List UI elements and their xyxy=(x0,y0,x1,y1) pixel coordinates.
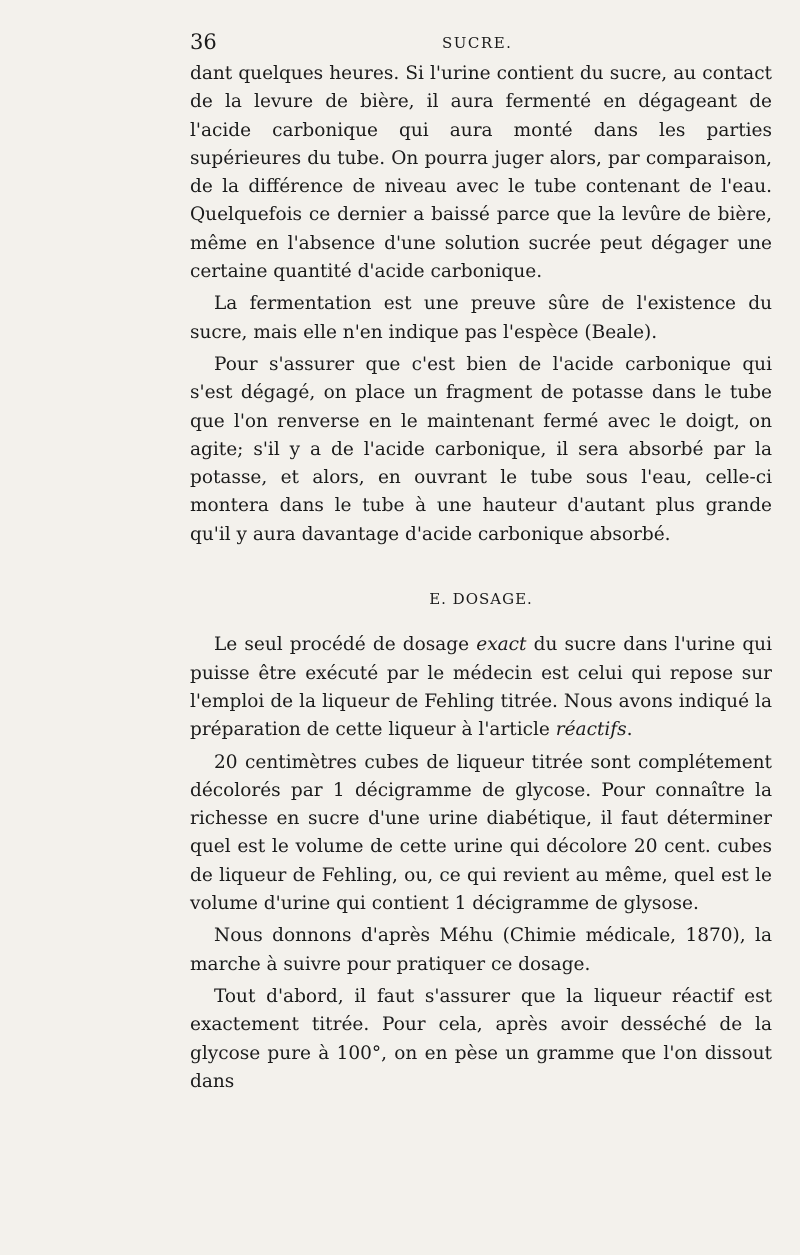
emphasis: exact xyxy=(476,634,527,656)
running-head: SUCRE. xyxy=(442,34,513,52)
paragraph: 20 centimètres cubes de liqueur titrée sont complétement décolorés par 1 décigramme de glycose. Pour connaître la richesse en sucre d'une urine diabétique, il faut déterminer quel est le volume de cette urine qui décolore 20 cent. cubes de liqueur de Fehling, ou, ce qui revient au même, quel est le volume d'urine qui contient 1 décigramme de glysose. xyxy=(190,751,772,915)
text-run: . xyxy=(626,719,633,741)
paragraph: Pour s'assurer que c'est bien de l'acide carbonique qui s'est dégagé, on place un fragment de potasse dans le tube que l'on renverse en le maintenant fermé avec le doigt, on agite; s'il y a de l'acide carbonique, il sera absorbé par la potasse, et alors, en ouvrant le tube sous l'eau, celle-ci montera dans le tube à une hauteur d'autant plus grande qu'il y aura davantage d'acide carbonique absorbé. xyxy=(190,353,772,545)
paragraph: La fermentation est une preuve sûre de l'existence du sucre, mais elle n'en indique pas l'espèce (Beale). xyxy=(190,293,772,343)
paragraph xyxy=(190,631,772,744)
page-header xyxy=(190,26,772,56)
paragraph: Nous donnons d'après Méhu (Chimie médicale, 1870), la marche à suivre pour pratiquer ce dosage. xyxy=(190,925,772,975)
body-text xyxy=(190,60,772,1100)
emphasis: réactifs xyxy=(555,719,627,741)
text-run: Le seul procédé de dosage xyxy=(214,634,477,656)
text-run: du sucre dans l'urine qui puisse être exécuté par le médecin est celui qui repose sur l'emploi de la liqueur de Fehling titrée. Nous avons indiqué la préparation de cette liqueur à l'article xyxy=(190,634,773,741)
paragraph: dant quelques heures. Si l'urine contient du sucre, au contact de la levure de bière, il aura fermenté en dégageant de l'acide carbonique qui aura monté dans les parties supérieures du tube. On pourra juger alors, par comparaison, de la différence de niveau avec le tube contenant de l'eau. Quelquefois ce dernier a baissé parce que la levûre de bière, même en l'absence d'une solution sucrée peut dégager une certaine quantité d'acide carbonique. xyxy=(190,63,772,283)
paragraph: Tout d'abord, il faut s'assurer que la liqueur réactif est exactement titrée. Pour cela, après avoir desséché de la glycose pure à 100°, on en pèse un gramme que l'on dissout dans xyxy=(190,985,772,1092)
section-heading: E. DOSAGE. xyxy=(429,590,533,609)
page-number: 36 xyxy=(190,30,217,54)
